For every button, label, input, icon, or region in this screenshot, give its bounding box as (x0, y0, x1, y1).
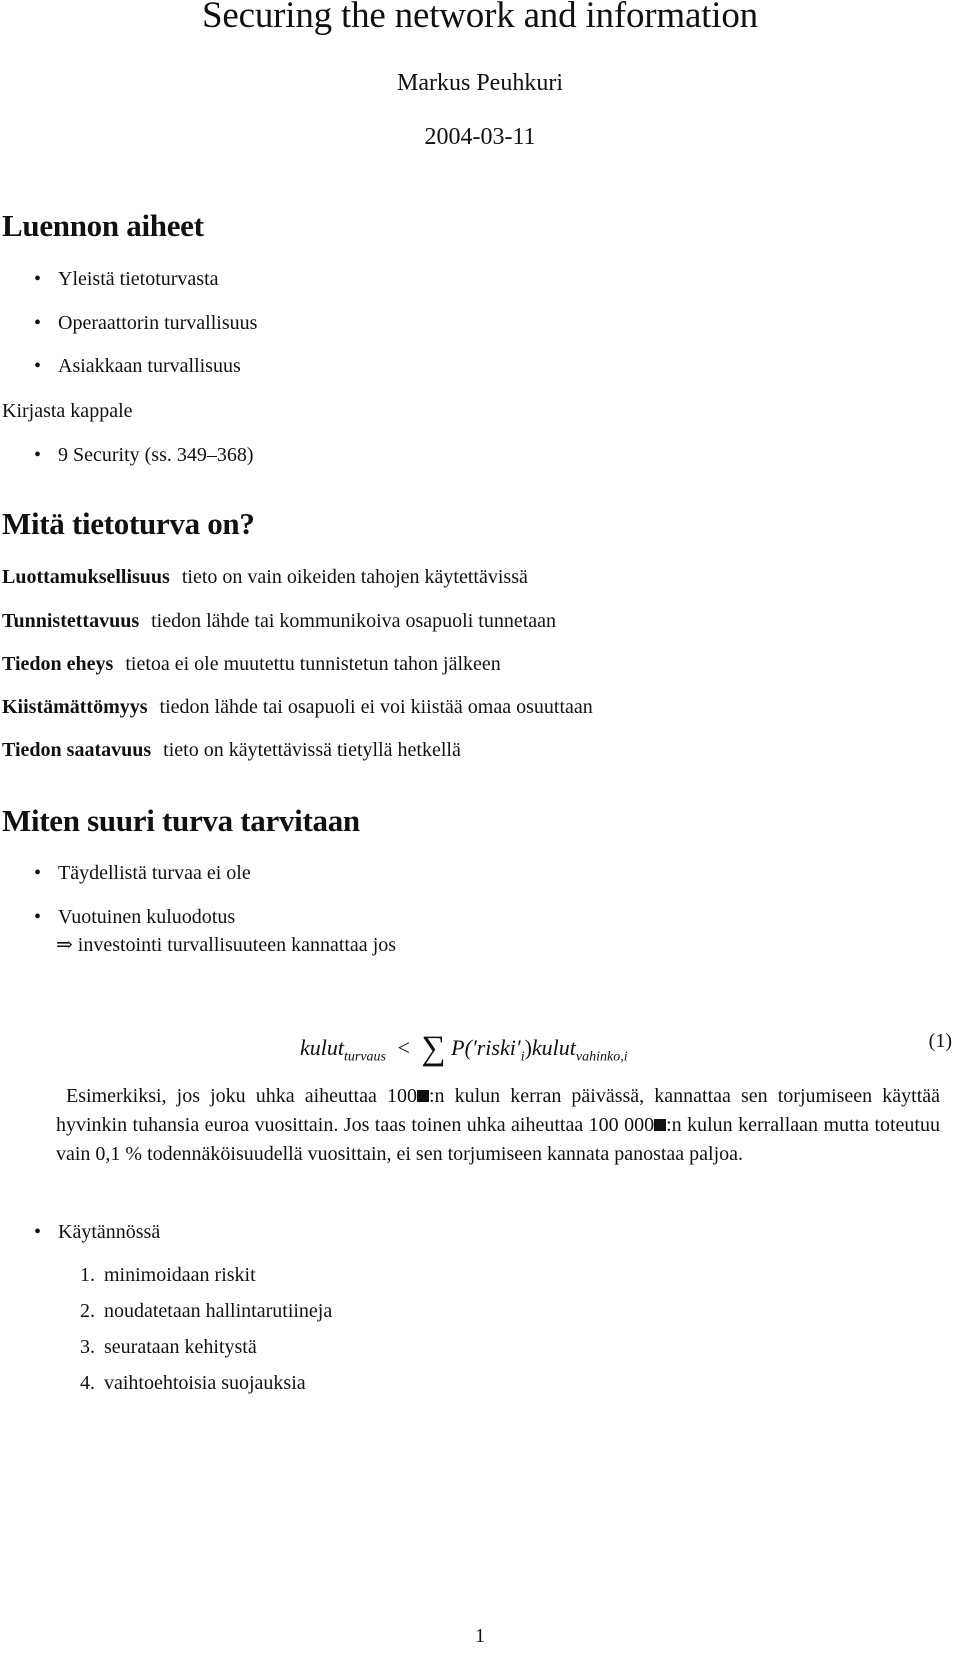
currency-square-icon (654, 1119, 666, 1131)
bullet-glyph: • (34, 906, 42, 928)
document-title: Securing the network and information (202, 0, 758, 36)
date: 2004-03-11 (424, 124, 536, 150)
definition-item (2, 566, 528, 589)
numbered-item (80, 1336, 257, 1359)
section-heading-miten-suuri-turva: Miten suuri turva tarvitaan (2, 803, 360, 838)
sum-icon: ∑ (421, 1030, 446, 1067)
item-number: 4. (80, 1372, 95, 1394)
term: Kiistämättömyys (2, 696, 148, 718)
implication-text: investointi turvallisuuteen kannattaa jos (77, 934, 397, 956)
formula-rhs-sub: vahinko,i (575, 1049, 628, 1065)
term: Tiedon eheys (2, 653, 114, 675)
item-number: 1. (80, 1264, 95, 1286)
item-text: seurataan kehitystä (104, 1336, 257, 1358)
bullet-glyph: • (34, 355, 42, 377)
implication-line (56, 932, 396, 957)
term: Luottamuksellisuus (2, 566, 170, 588)
formula-p-close: ) (524, 1035, 532, 1060)
item-number: 2. (80, 1300, 95, 1322)
item-number: 3. (80, 1336, 95, 1358)
definition: tieto on käytettävissä tietyllä hetkellä (163, 739, 461, 761)
section-heading-mita-tietoturva-on: Mitä tietoturva on? (2, 506, 255, 541)
list-item-text: Vuotuinen kuluodotus (58, 906, 236, 928)
currency-square-icon (417, 1090, 429, 1102)
formula-rhs: kulut (531, 1035, 576, 1060)
numbered-item (80, 1300, 332, 1323)
formula-riski-sub: i (520, 1049, 525, 1065)
bullet-glyph: • (34, 1221, 42, 1243)
bullet-glyph: • (34, 862, 42, 884)
section-heading-luennon-aiheet: Luennon aiheet (2, 208, 204, 243)
example-paragraph (56, 1082, 940, 1169)
equation (300, 1026, 628, 1065)
definition: tiedon lähde tai kommunikoiva osapuoli tunnetaan (151, 610, 557, 632)
term: Tiedon saatavuus (2, 739, 152, 761)
definition-item (2, 653, 501, 676)
formula-riski: ′riski′ (471, 1035, 521, 1060)
paragraph-text: Esimerkiksi, jos joku uhka aiheuttaa 100 (66, 1085, 417, 1107)
item-text: noudatetaan hallintarutiineja (104, 1300, 333, 1322)
definition-item (2, 610, 556, 633)
item-text: vaihtoehtoisia suojauksia (104, 1372, 306, 1394)
list-item-text: Operaattorin turvallisuus (58, 312, 258, 334)
definition: tieto on vain oikeiden tahojen käytettävissä (181, 566, 528, 588)
bullet-glyph: • (34, 444, 42, 466)
list-item-text: Täydellistä turvaa ei ole (58, 862, 251, 884)
definition: tiedon lähde tai osapuoli ei voi kiistää omaa osuuttaan (159, 696, 593, 718)
definition-item (2, 739, 461, 762)
bullet-glyph: • (34, 268, 42, 290)
list-item-text: Käytännössä (58, 1221, 161, 1243)
formula-operator: < (397, 1035, 410, 1060)
formula-lhs: kulut (300, 1035, 344, 1060)
equation-number: (1) (928, 1030, 952, 1052)
formula-lhs-sub: turvaus (344, 1049, 386, 1065)
numbered-item (80, 1372, 306, 1395)
list-item-text: Asiakkaan turvallisuus (58, 355, 241, 377)
definition-item (2, 696, 593, 719)
author: Markus Peuhkuri (397, 70, 563, 96)
term: Tunnistettavuus (2, 610, 140, 632)
paragraph-text: :n kulun kerrallaan mutta toteutuu vain 0,1 % todennäköisuudellä vuosittain, ei sen torjumiseen kannata panostaa paljoa. (56, 1114, 940, 1165)
book-label: Kirjasta kappale (2, 400, 133, 422)
bullet-glyph: • (34, 312, 42, 334)
list-item-text: 9 Security (ss. 349–368) (58, 444, 254, 466)
list-item-text: Yleistä tietoturvasta (58, 268, 219, 290)
item-text: minimoidaan riskit (104, 1264, 256, 1286)
numbered-item (80, 1264, 256, 1287)
page-number: 1 (475, 1625, 485, 1647)
paragraph-text: :n kulun kerran päivässä, kannattaa sen torjumiseen käyttää hyvinkin tuhansia euroa vuosittain. Jos taas toinen uhka aiheuttaa 100 000 (56, 1085, 941, 1136)
formula-p-open: P( (451, 1035, 472, 1060)
implies-icon: ⇒ (56, 934, 73, 956)
definition: tietoa ei ole muutettu tunnistetun tahon jälkeen (125, 653, 501, 675)
